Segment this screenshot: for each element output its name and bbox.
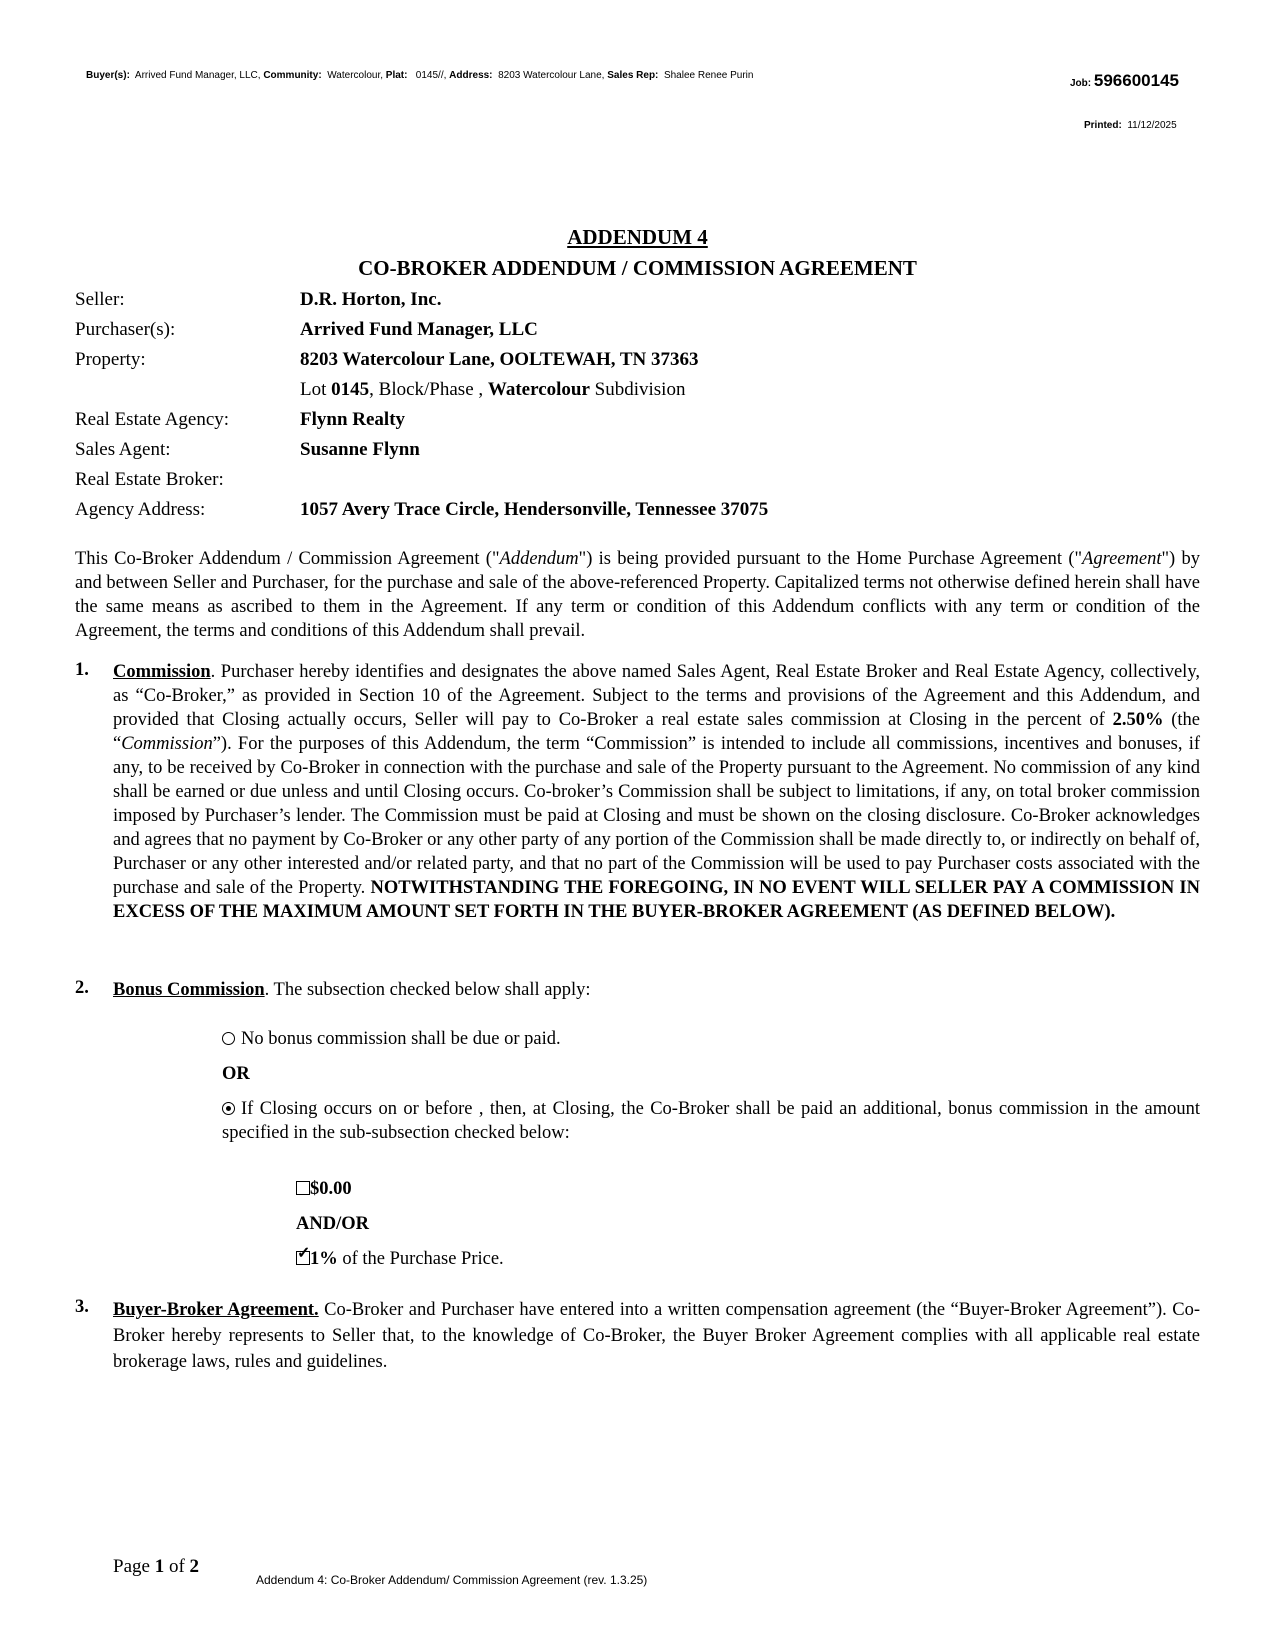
agent-label: Sales Agent: bbox=[75, 439, 171, 460]
radio-unselected-icon[interactable] bbox=[222, 1032, 235, 1045]
bonus-percent-option[interactable] bbox=[296, 1247, 504, 1271]
commission-term: Commission bbox=[121, 734, 213, 754]
page-prefix: Page bbox=[113, 1556, 155, 1577]
lot-line bbox=[300, 379, 685, 401]
seller-value: D.R. Horton, Inc. bbox=[300, 289, 442, 310]
page-total: 2 bbox=[189, 1556, 200, 1577]
job-label: Job: bbox=[1070, 78, 1092, 89]
option-no-bonus-label: No bonus commission shall be due or paid. bbox=[241, 1029, 561, 1049]
agency-value: Flynn Realty bbox=[300, 409, 406, 430]
section-1-text-2: (the “ bbox=[113, 710, 1200, 754]
page-of: of bbox=[164, 1556, 190, 1577]
section-1-text-1: . Purchaser hereby identifies and designates the above named Sales Agent, Real Estate Broker and Real Estate Agency, collectively, as “Co-Broker,” as provided in Section 10 of the Agreement. Subject to the terms and provisions of the Agreement and this Addendum, and provided that Closing actually occurs, Seller will pay to Co-Broker a real estate sales commission at Closing in the percent of bbox=[113, 662, 1200, 730]
bonus-amount-option[interactable] bbox=[296, 1177, 352, 1201]
page-current: 1 bbox=[154, 1556, 165, 1577]
or-label: OR bbox=[222, 1064, 250, 1084]
radio-selected-icon[interactable] bbox=[222, 1102, 235, 1115]
section-1-heading: Commission bbox=[113, 662, 211, 682]
printed-value: 11/12/2025 bbox=[1127, 120, 1177, 131]
community-value: Watercolour, bbox=[327, 70, 383, 81]
printed-label: Printed: bbox=[1084, 120, 1122, 131]
section-1-number: 1. bbox=[75, 660, 89, 680]
plat-label: Plat: bbox=[385, 70, 408, 81]
agency-address-label: Agency Address: bbox=[75, 499, 206, 520]
seller-label: Seller: bbox=[75, 289, 125, 310]
section-2-heading: Bonus Commission bbox=[113, 980, 265, 1000]
section-2-body bbox=[113, 978, 1200, 1002]
document-subtitle: CO-BROKER ADDENDUM / COMMISSION AGREEMENT bbox=[358, 256, 917, 280]
bonus-percent-value: 1% bbox=[310, 1249, 338, 1269]
section-1-caps-notice: NOTWITHSTANDING THE FOREGOING, IN NO EVENT WILL SELLER PAY A COMMISSION IN EXCESS OF THE MAXIMUM AMOUNT SET FORTH IN THE BUYER-BROKER AGREEMENT (AS DEFINED BELOW). bbox=[113, 878, 1200, 922]
lot-value: 0145 bbox=[331, 379, 370, 400]
section-2-text: . The subsection checked below shall apply: bbox=[264, 980, 591, 1000]
job-number bbox=[1070, 71, 1179, 91]
addendum-term: Addendum bbox=[499, 549, 579, 569]
section-3-body bbox=[113, 1297, 1200, 1375]
subdivision-value: Watercolour bbox=[487, 379, 590, 400]
lot-prefix: Lot bbox=[300, 379, 332, 400]
document-title: ADDENDUM 4 bbox=[567, 225, 708, 249]
purchaser-value: Arrived Fund Manager, LLC bbox=[300, 319, 538, 340]
buyer-value: Arrived Fund Manager, LLC, bbox=[134, 70, 261, 81]
checkbox-checked-icon[interactable]: ✓ bbox=[296, 1251, 310, 1265]
option-no-bonus[interactable] bbox=[222, 1027, 1200, 1051]
agency-label: Real Estate Agency: bbox=[75, 409, 230, 430]
intro-text-1: This Co-Broker Addendum / Commission Agreement (" bbox=[75, 549, 500, 569]
option-bonus-label: If Closing occurs on or before , then, at Closing, the Co-Broker shall be paid an additional, bonus commission in the amount specified in the sub-subsection checked below: bbox=[222, 1099, 1200, 1143]
section-2-number: 2. bbox=[75, 978, 89, 998]
intro-text-3: ") by and between Seller and Purchaser, for the purchase and sale of the above-referenced Property. Capitalized terms not otherwise defined herein shall have the same means as ascribed to them in the Agreement. If any term or condition of this Addendum conflicts with any term or condition of the Agreement, the terms and conditions of this Addendum shall prevail. bbox=[75, 549, 1200, 641]
subdivision-suffix: Subdivision bbox=[589, 379, 686, 400]
address-label: Address: bbox=[449, 70, 493, 81]
section-1-text-3: ”). For the purposes of this Addendum, the term “Commission” is intended to include all commissions, incentives and bonuses, if any, to be received by Co-Broker in connection with the purchase and sale of the Property pursuant to the Agreement. No commission of any kind shall be earned or due unless and until Closing occurs. Co-broker’s Commission shall be subject to limitations, if any, on total broker commission imposed by Purchaser’s lender. The Commission must be paid at Closing and must be shown on the closing disclosure. Co-Broker acknowledges and agrees that no payment by Co-Broker or any other party of any portion of the Commission shall be made directly to, or indirectly on behalf of, Purchaser or any other interested and/or related party, and that no part of the Commission will be used to pay Purchaser costs associated with the purchase and sale of the Property. bbox=[113, 734, 1200, 898]
sales-rep-label: Sales Rep: bbox=[607, 70, 659, 81]
agreement-term: Agreement bbox=[1082, 549, 1162, 569]
purchaser-label: Purchaser(s): bbox=[75, 319, 176, 340]
sales-rep-value: Shalee Renee Purin bbox=[663, 70, 754, 81]
bonus-percent-suffix: of the Purchase Price. bbox=[337, 1249, 504, 1269]
community-label: Community: bbox=[263, 70, 322, 81]
address-value: 8203 Watercolour Lane, bbox=[498, 70, 605, 81]
section-3-number: 3. bbox=[75, 1297, 89, 1317]
andor-label: AND/OR bbox=[296, 1214, 369, 1234]
commission-percent: 2.50% bbox=[1112, 710, 1164, 730]
lot-mid: , Block/Phase , bbox=[369, 379, 488, 400]
plat-value: 0145//, bbox=[415, 70, 447, 81]
section-1-body bbox=[113, 660, 1200, 924]
intro-paragraph bbox=[75, 547, 1200, 643]
checkbox-unchecked-icon[interactable] bbox=[296, 1181, 310, 1195]
agency-address-value: 1057 Avery Trace Circle, Hendersonville, Tennessee 37075 bbox=[300, 499, 769, 520]
buyer-label: Buyer(s): bbox=[86, 70, 130, 81]
broker-label: Real Estate Broker: bbox=[75, 469, 224, 490]
section-3-text: Co-Broker and Purchaser have entered into a written compensation agreement (the “Buyer-Broker Agreement”). Co-Broker hereby represents to Seller that, to the knowledge of Co-Broker, the Buyer Broker Agreement complies with all applicable real estate brokerage laws, rules and guidelines. bbox=[113, 1300, 1200, 1372]
page-number bbox=[113, 1556, 199, 1578]
property-value: 8203 Watercolour Lane, OOLTEWAH, TN 37363 bbox=[300, 349, 699, 370]
printed-date bbox=[1084, 120, 1177, 131]
property-label: Property: bbox=[75, 349, 146, 370]
section-3-heading: Buyer-Broker Agreement. bbox=[113, 1300, 319, 1320]
option-bonus[interactable] bbox=[222, 1097, 1200, 1145]
job-value: 596600145 bbox=[1093, 71, 1179, 90]
header-meta bbox=[86, 70, 753, 81]
bonus-amount-value: $0.00 bbox=[310, 1179, 352, 1199]
agent-value: Susanne Flynn bbox=[300, 439, 420, 460]
footer-document-name: Addendum 4: Co-Broker Addendum/ Commission Agreement (rev. 1.3.25) bbox=[256, 1573, 648, 1587]
intro-text-2: ") is being provided pursuant to the Home Purchase Agreement (" bbox=[578, 549, 1083, 569]
